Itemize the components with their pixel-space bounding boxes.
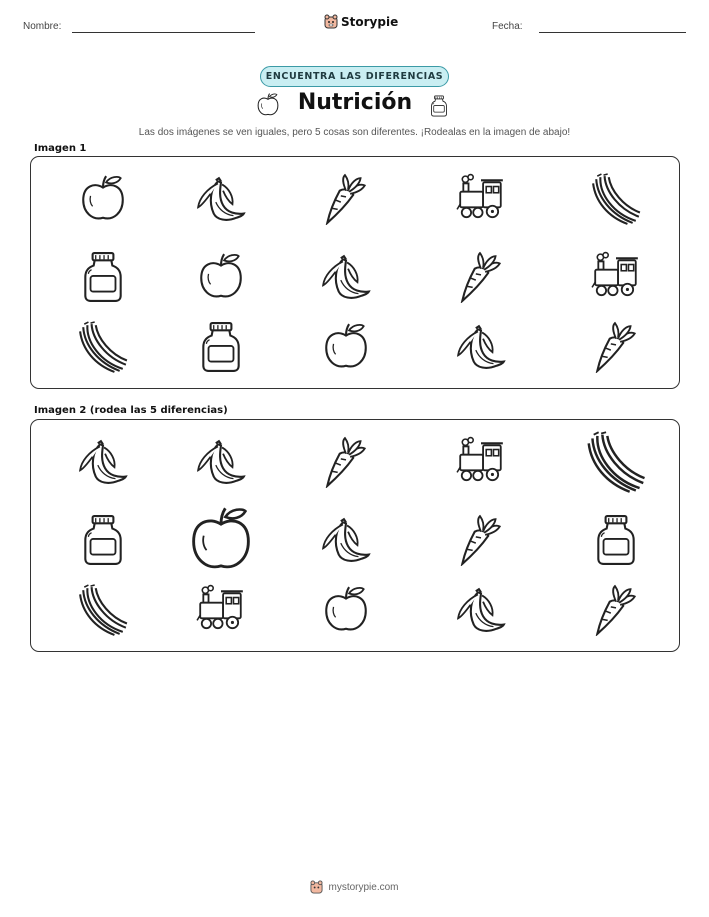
green-beans-icon[interactable] [585,431,647,493]
image1-panel [30,156,680,389]
title-apple-icon [255,91,281,119]
jar-icon [195,321,247,373]
page-title: Nutrición [297,90,413,115]
banana-icon [455,321,507,373]
green-beans-icon [77,321,129,373]
image2-panel[interactable] [30,419,680,652]
jar-icon [77,251,129,303]
footer [0,880,709,894]
jar-icon[interactable] [77,514,129,566]
date-line[interactable] [539,32,686,33]
jar-icon[interactable] [590,514,642,566]
apple-icon[interactable] [320,584,372,636]
banana-icon[interactable] [455,584,507,636]
train-icon [590,251,642,303]
carrot-icon[interactable] [455,514,507,566]
green-beans-icon [590,173,642,225]
carrot-icon [320,173,372,225]
activity-badge: ENCUENTRA LAS DIFERENCIAS [260,66,449,87]
image2-label: Imagen 2 (rodea las 5 diferencias) [34,405,228,416]
name-line[interactable] [72,32,255,33]
name-label: Nombre: [23,21,62,32]
carrot-icon [590,321,642,373]
storypie-mascot-icon [324,14,338,29]
image1-label: Imagen 1 [34,143,87,154]
train-icon[interactable] [195,584,247,636]
brand-name: Storypie [341,14,399,29]
banana-icon [320,251,372,303]
green-beans-icon[interactable] [77,584,129,636]
apple-icon [195,251,247,303]
apple-icon [77,173,129,225]
carrot-icon[interactable] [590,584,642,636]
title-jar-icon [428,91,450,121]
banana-icon [195,173,247,225]
apple-icon [320,321,372,373]
banana-icon[interactable] [195,436,247,488]
carrot-icon[interactable] [320,436,372,488]
footer-mascot-icon [310,880,323,894]
banana-icon[interactable] [77,436,129,488]
train-icon [455,173,507,225]
train-icon[interactable] [455,436,507,488]
carrot-icon [455,251,507,303]
footer-url[interactable]: mystorypie.com [328,881,399,893]
apple-icon[interactable] [185,504,257,576]
date-label: Fecha: [492,21,523,32]
banana-icon[interactable] [320,514,372,566]
instructions: Las dos imágenes se ven iguales, pero 5 cosas son diferentes. ¡Rodealas en la imagen de abajo! [138,127,571,138]
brand-logo [324,14,398,29]
